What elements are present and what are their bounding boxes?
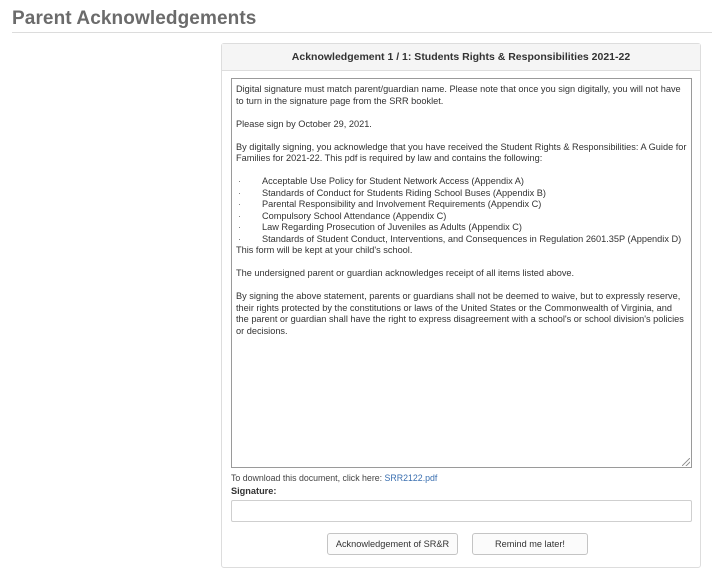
acknowledgement-panel bbox=[221, 43, 701, 568]
appendix-list bbox=[236, 176, 687, 245]
document-paragraph: Digital signature must match parent/guardian name. Please note that once you sign digitally, you will not have to turn in the signature page from the SRR booklet. bbox=[236, 84, 681, 106]
acknowledge-button[interactable]: Acknowledgement of SR&R bbox=[327, 533, 458, 555]
download-line bbox=[231, 473, 437, 483]
title-divider bbox=[12, 32, 712, 33]
document-textarea[interactable] bbox=[231, 78, 692, 468]
document-paragraph: This form will be kept at your child's school. bbox=[236, 245, 413, 255]
document-paragraph: By digitally signing, you acknowledge that you have received the Student Rights & Responsibilities: A Guide for Families for 2021-22. This pdf is required by law and contains the following: bbox=[236, 141, 687, 163]
appendix-item: · Acceptable Use Policy for Student Network Access (Appendix A) bbox=[236, 176, 687, 188]
signature-input[interactable] bbox=[231, 500, 692, 522]
download-text: To download this document, click here: bbox=[231, 473, 385, 483]
page-title: Parent Acknowledgements bbox=[12, 8, 257, 29]
remind-later-button[interactable]: Remind me later! bbox=[472, 533, 588, 555]
signature-label: Signature: bbox=[231, 486, 277, 496]
appendix-item: · Law Regarding Prosecution of Juveniles as Adults (Appendix C) bbox=[236, 222, 687, 234]
download-link[interactable]: SRR2122.pdf bbox=[384, 473, 438, 483]
document-paragraph: The undersigned parent or guardian acknowledges receipt of all items listed above. bbox=[236, 268, 575, 278]
document-paragraph: Please sign by October 29, 2021. bbox=[236, 118, 372, 129]
resize-grip-icon[interactable] bbox=[682, 458, 690, 466]
appendix-item: · Standards of Conduct for Students Riding School Buses (Appendix B) bbox=[236, 188, 687, 200]
appendix-item: · Parental Responsibility and Involvement Requirements (Appendix C) bbox=[236, 199, 687, 211]
appendix-item: · Compulsory School Attendance (Appendix C) bbox=[236, 211, 687, 223]
panel-header: Acknowledgement 1 / 1: Students Rights & Responsibilities 2021-22 bbox=[222, 44, 700, 71]
document-paragraph: By signing the above statement, parents or guardians shall not be deemed to waive, but to expressly reserve, their rights protected by the constitutions or laws of the United States or the Commonwealth of Virginia, and the parent or guardian shall have the right to express disagreement with a school's or school division's policies or decisions. bbox=[236, 291, 684, 336]
appendix-item: · Standards of Student Conduct, Interventions, and Consequences in Regulation 2601.35P (Appendix D) bbox=[236, 234, 687, 246]
